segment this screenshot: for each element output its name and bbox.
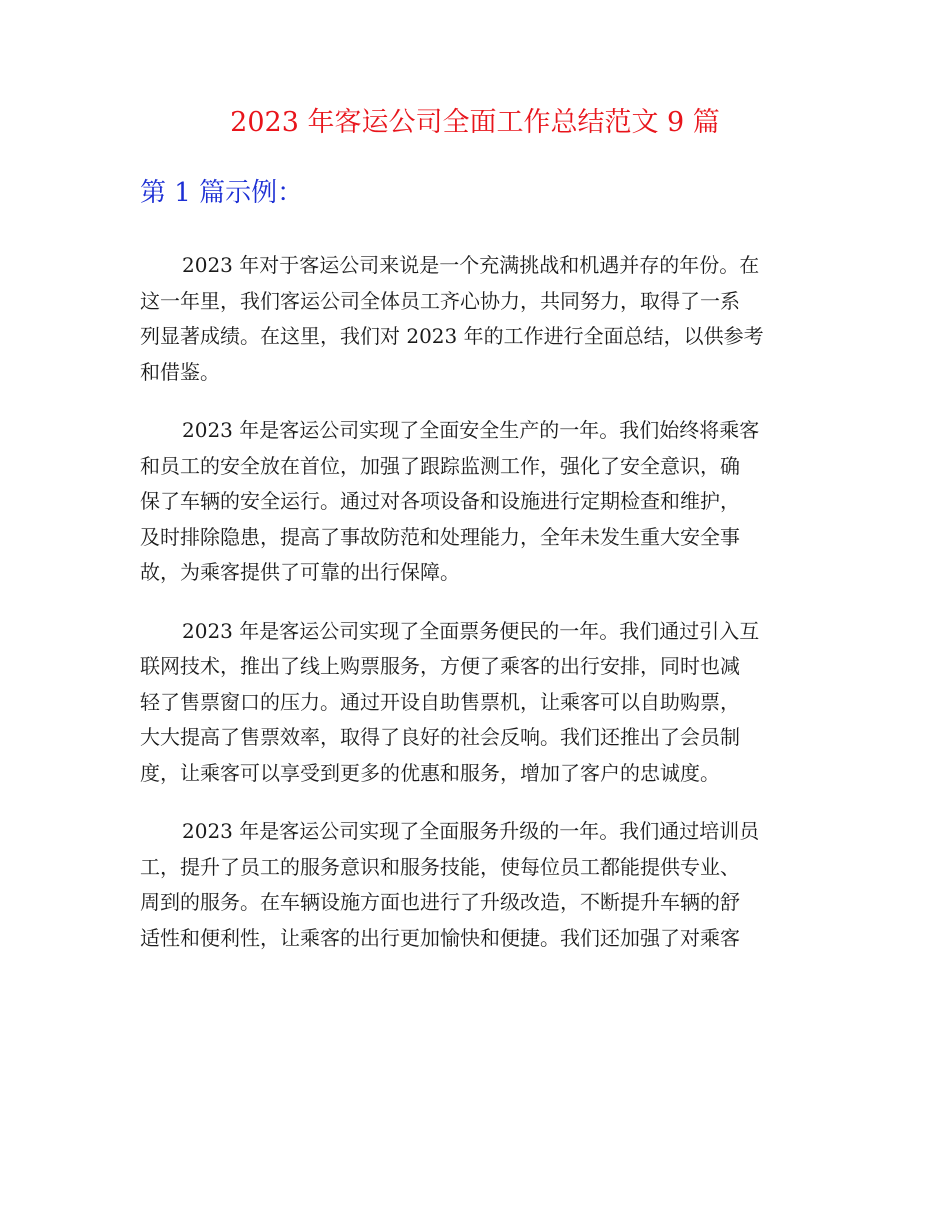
text-line: 故，为乘客提供了可靠的出行保障。: [140, 560, 460, 584]
text-line: 联网技术，推出了线上购票服务，方便了乘客的出行安排，同时也减: [140, 654, 740, 678]
text-line: 2023 年对于客运公司来说是一个充满挑战和机遇并存的年份。在: [182, 253, 760, 277]
text-line: 适性和便利性，让乘客的出行更加愉快和便捷。我们还加强了对乘客: [140, 925, 740, 950]
text-line: 及时排除隐患，提高了事故防范和处理能力，全年未发生重大安全事: [140, 524, 740, 549]
text-line: 度，让乘客可以享受到更多的优惠和服务，增加了客户的忠诚度。: [140, 760, 720, 785]
paragraph-3: [140, 614, 820, 792]
text-line: 保了车辆的安全运行。通过对各项设备和设施进行定期检查和维护，: [140, 489, 740, 513]
document-body: [140, 248, 820, 979]
text-line: 轻了售票窗口的压力。通过开设自助售票机，让乘客可以自助购票，: [140, 689, 740, 714]
paragraph-2: [140, 413, 820, 591]
text-line: 2023 年是客运公司实现了全面安全生产的一年。我们始终将乘客: [182, 418, 760, 442]
text-line: 和员工的安全放在首位，加强了跟踪监测工作，强化了安全意识，确: [140, 453, 740, 478]
document-title: 2023 年客运公司全面工作总结范文 9 篇: [230, 107, 720, 138]
text-line: 工，提升了员工的服务意识和服务技能，使每位员工都能提供专业、: [140, 854, 740, 879]
text-line: 和借鉴。: [140, 359, 220, 384]
paragraph-1: [140, 248, 820, 390]
text-line: 这一年里，我们客运公司全体员工齐心协力，共同努力，取得了一系: [140, 288, 740, 313]
text-line: 2023 年是客运公司实现了全面服务升级的一年。我们通过培训员: [182, 819, 760, 843]
paragraph-4: [140, 814, 820, 956]
text-line: 大大提高了售票效率，取得了良好的社会反响。我们还推出了会员制: [140, 725, 740, 749]
text-line: 列显著成绩。在这里，我们对 2023 年的工作进行全面总结，以供参考: [140, 324, 764, 348]
section-heading: 第 1 篇示例：: [140, 178, 304, 208]
text-line: 周到的服务。在车辆设施方面也进行了升级改造，不断提升车辆的舒: [140, 890, 740, 914]
text-line: 2023 年是客运公司实现了全面票务便民的一年。我们通过引入互: [182, 618, 760, 643]
